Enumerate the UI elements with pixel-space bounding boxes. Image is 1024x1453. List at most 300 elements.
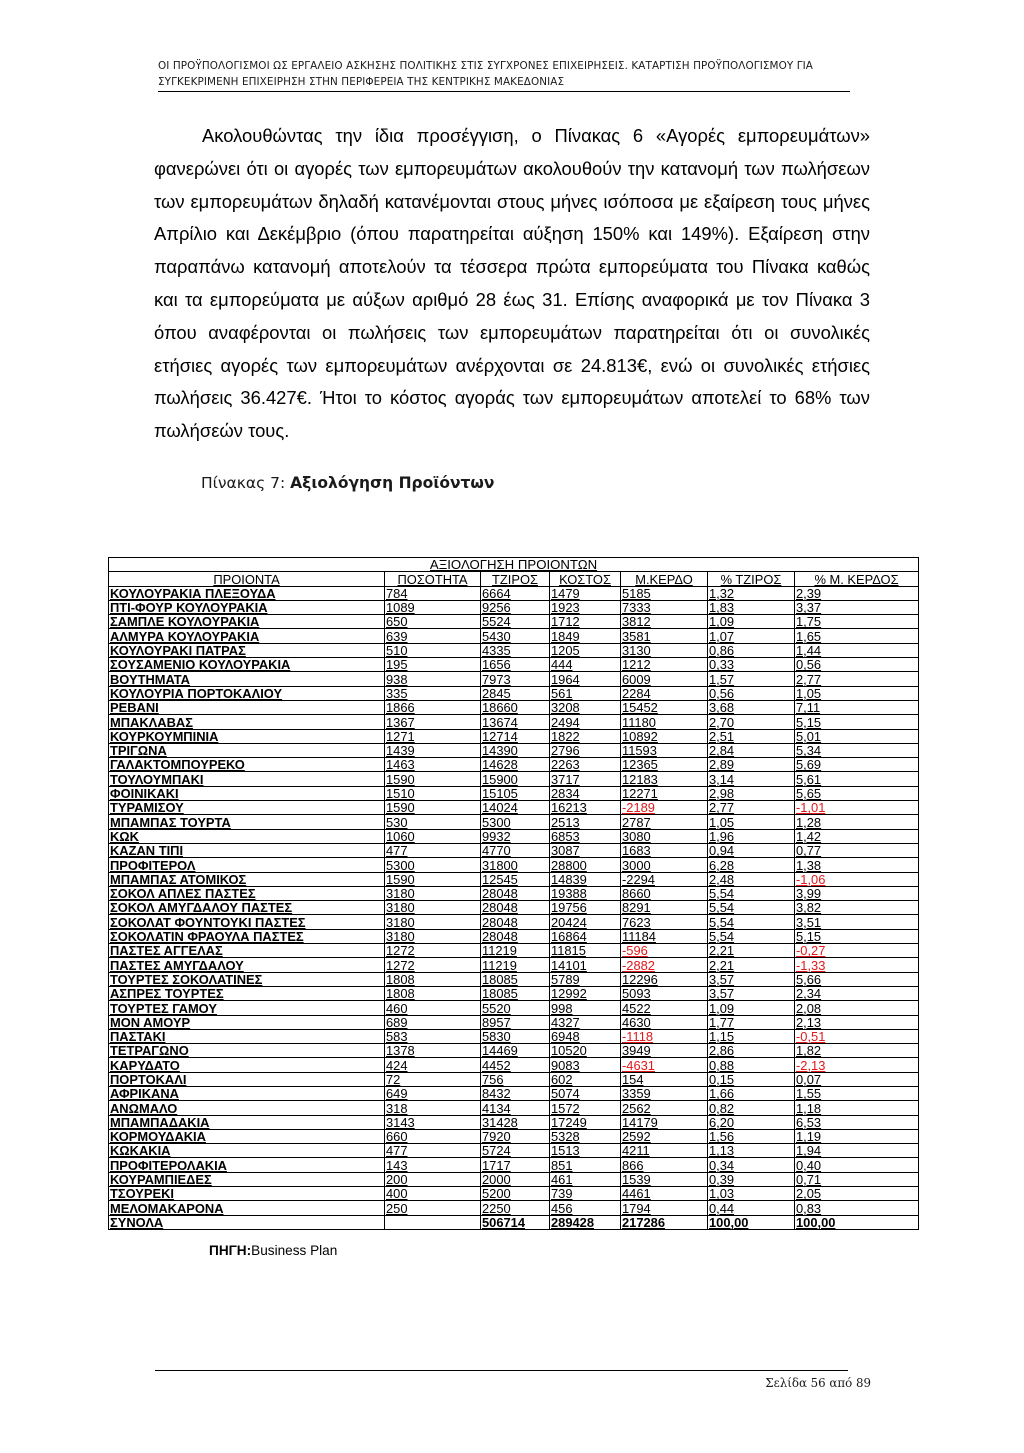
- column-header: % ΤΖΙΡΟΣ: [708, 572, 795, 586]
- product-name-cell: ΚΟΡΜΟΥΔΑΚΙΑ: [109, 1129, 385, 1143]
- value-cell: 998: [550, 1001, 621, 1015]
- table-row: [109, 1115, 919, 1129]
- value-cell: 0,40: [795, 1158, 919, 1172]
- value-cell: 5093: [621, 986, 708, 1000]
- column-header: % Μ. ΚΕΡΔΟΣ: [795, 572, 919, 586]
- value-cell: 1,77: [708, 1015, 795, 1029]
- value-cell: 195: [385, 658, 481, 672]
- column-header: Μ.ΚΕΡΔΟ: [621, 572, 708, 586]
- value-cell: 477: [385, 1144, 481, 1158]
- value-cell: 1,28: [795, 815, 919, 829]
- value-cell: 1,44: [795, 643, 919, 657]
- totals-value-cell: 506714: [481, 1215, 550, 1229]
- value-cell: 7623: [621, 915, 708, 929]
- value-cell: 4134: [481, 1101, 550, 1115]
- value-cell: 12992: [550, 986, 621, 1000]
- value-cell: 1,03: [708, 1187, 795, 1201]
- value-cell: 14469: [481, 1044, 550, 1058]
- value-cell: 938: [385, 672, 481, 686]
- product-name-cell: ΣΑΜΠΛΕ ΚΟΥΛΟΥΡΑΚΙΑ: [109, 615, 385, 629]
- value-cell: 5724: [481, 1144, 550, 1158]
- value-cell: 1089: [385, 600, 481, 614]
- totals-value-cell: 289428: [550, 1215, 621, 1229]
- value-cell: 1866: [385, 700, 481, 714]
- value-cell: 1808: [385, 986, 481, 1000]
- value-cell: 2,39: [795, 586, 919, 600]
- table-row: [109, 815, 919, 829]
- value-cell: 8660: [621, 886, 708, 900]
- value-cell: 510: [385, 643, 481, 657]
- value-cell: 11184: [621, 929, 708, 943]
- value-cell: 530: [385, 815, 481, 829]
- value-cell: 5,54: [708, 929, 795, 943]
- value-cell: 3143: [385, 1115, 481, 1129]
- table-row: [109, 1172, 919, 1186]
- table-row: [109, 700, 919, 714]
- value-cell: 5430: [481, 629, 550, 643]
- value-cell: 5,54: [708, 886, 795, 900]
- product-name-cell: ΑΛΜΥΡΑ ΚΟΥΛΟΥΡΑΚΙΑ: [109, 629, 385, 643]
- value-cell: 20424: [550, 915, 621, 929]
- table-row: [109, 1072, 919, 1086]
- value-cell: 11815: [550, 944, 621, 958]
- value-cell: -2,13: [795, 1058, 919, 1072]
- table-row: [109, 686, 919, 700]
- value-cell: 7333: [621, 600, 708, 614]
- value-cell: 583: [385, 1029, 481, 1043]
- value-cell: 14024: [481, 801, 550, 815]
- product-name-cell: ΑΦΡΙΚΑΝΑ: [109, 1086, 385, 1100]
- value-cell: 2,05: [795, 1187, 919, 1201]
- value-cell: 12271: [621, 786, 708, 800]
- value-cell: 154: [621, 1072, 708, 1086]
- source-label: ΠΗΓΗ:: [209, 1243, 252, 1258]
- value-cell: 5185: [621, 586, 708, 600]
- value-cell: 602: [550, 1072, 621, 1086]
- value-cell: 1,82: [795, 1044, 919, 1058]
- value-cell: 1,15: [708, 1029, 795, 1043]
- value-cell: 28048: [481, 901, 550, 915]
- product-name-cell: ΚΩΚ: [109, 829, 385, 843]
- value-cell: 3180: [385, 915, 481, 929]
- value-cell: 10892: [621, 729, 708, 743]
- value-cell: 756: [481, 1072, 550, 1086]
- value-cell: 2,34: [795, 986, 919, 1000]
- product-name-cell: ΜΕΛΟΜΑΚΑΡΟΝΑ: [109, 1201, 385, 1215]
- header-line-2: ΣΥΓΚΕΚΡΙΜΕΝΗ ΕΠΙΧΕΙΡΗΣΗ ΣΤΗΝ ΠΕΡΙΦΕΡΕΙΑ ΤΗΣ ΚΕΝΤΡΙΚΗΣ ΜΑΚΕΔΟΝΙΑΣ: [158, 76, 565, 88]
- value-cell: 250: [385, 1201, 481, 1215]
- value-cell: -2294: [621, 872, 708, 886]
- value-cell: 1378: [385, 1044, 481, 1058]
- value-cell: 5074: [550, 1086, 621, 1100]
- value-cell: 0,71: [795, 1172, 919, 1186]
- product-name-cell: ΤΥΡΑΜΙΣΟΥ: [109, 801, 385, 815]
- value-cell: -2882: [621, 958, 708, 972]
- table-row: [109, 986, 919, 1000]
- value-cell: 4327: [550, 1015, 621, 1029]
- value-cell: 1572: [550, 1101, 621, 1115]
- footer-divider: [155, 1370, 848, 1371]
- value-cell: 2,13: [795, 1015, 919, 1029]
- table-row: [109, 743, 919, 757]
- value-cell: 1,05: [708, 815, 795, 829]
- table-row: [109, 872, 919, 886]
- value-cell: 72: [385, 1072, 481, 1086]
- table-row: [109, 886, 919, 900]
- value-cell: 335: [385, 686, 481, 700]
- product-name-cell: ΤΟΥΛΟΥΜΠΑΚΙ: [109, 772, 385, 786]
- value-cell: -1118: [621, 1029, 708, 1043]
- value-cell: 9083: [550, 1058, 621, 1072]
- product-evaluation-table: [108, 557, 919, 1230]
- value-cell: 5,54: [708, 915, 795, 929]
- value-cell: 2,89: [708, 758, 795, 772]
- product-name-cell: ΑΝΩΜΑΛΟ: [109, 1101, 385, 1115]
- value-cell: 1,66: [708, 1086, 795, 1100]
- value-cell: 2787: [621, 815, 708, 829]
- product-name-cell: ΤΣΟΥΡΕΚΙ: [109, 1187, 385, 1201]
- value-cell: 6,28: [708, 858, 795, 872]
- value-cell: 1539: [621, 1172, 708, 1186]
- value-cell: 1849: [550, 629, 621, 643]
- product-name-cell: ΚΟΥΡΑΜΠΙΕΔΕΣ: [109, 1172, 385, 1186]
- value-cell: 31428: [481, 1115, 550, 1129]
- value-cell: 11219: [481, 958, 550, 972]
- table-row: [109, 772, 919, 786]
- value-cell: 1,56: [708, 1129, 795, 1143]
- value-cell: 4211: [621, 1144, 708, 1158]
- value-cell: 2,08: [795, 1001, 919, 1015]
- value-cell: 1,13: [708, 1144, 795, 1158]
- value-cell: 10520: [550, 1044, 621, 1058]
- value-cell: 31800: [481, 858, 550, 872]
- value-cell: 1463: [385, 758, 481, 772]
- value-cell: 0,77: [795, 843, 919, 857]
- table-row: [109, 858, 919, 872]
- value-cell: 4461: [621, 1187, 708, 1201]
- value-cell: 5,15: [795, 929, 919, 943]
- value-cell: 5520: [481, 1001, 550, 1015]
- value-cell: -2189: [621, 801, 708, 815]
- value-cell: 1808: [385, 972, 481, 986]
- value-cell: 1367: [385, 715, 481, 729]
- value-cell: 461: [550, 1172, 621, 1186]
- product-name-cell: ΚΟΥΛΟΥΡΑΚΙΑ ΠΛΕΞΟΥΔΑ: [109, 586, 385, 600]
- value-cell: 28800: [550, 858, 621, 872]
- value-cell: 12545: [481, 872, 550, 886]
- value-cell: 2,70: [708, 715, 795, 729]
- value-cell: 1,32: [708, 586, 795, 600]
- value-cell: 3130: [621, 643, 708, 657]
- value-cell: 1794: [621, 1201, 708, 1215]
- value-cell: 0,33: [708, 658, 795, 672]
- value-cell: 456: [550, 1201, 621, 1215]
- value-cell: 0,15: [708, 1072, 795, 1086]
- value-cell: -0,27: [795, 944, 919, 958]
- value-cell: 7973: [481, 672, 550, 686]
- table-row: [109, 915, 919, 929]
- value-cell: 5200: [481, 1187, 550, 1201]
- value-cell: 11180: [621, 715, 708, 729]
- table-row: [109, 1187, 919, 1201]
- value-cell: 28048: [481, 929, 550, 943]
- product-name-cell: ΣΟΚΟΛΑΤΙΝ ΦΡΑΟΥΛΑ ΠΑΣΤΕΣ: [109, 929, 385, 943]
- table-row: [109, 972, 919, 986]
- value-cell: 0,94: [708, 843, 795, 857]
- value-cell: 16213: [550, 801, 621, 815]
- value-cell: -1,33: [795, 958, 919, 972]
- value-cell: 0,83: [795, 1201, 919, 1215]
- value-cell: 1272: [385, 944, 481, 958]
- value-cell: 8957: [481, 1015, 550, 1029]
- table-row: [109, 1015, 919, 1029]
- value-cell: 12296: [621, 972, 708, 986]
- value-cell: 866: [621, 1158, 708, 1172]
- value-cell: 17249: [550, 1115, 621, 1129]
- value-cell: 5300: [385, 858, 481, 872]
- value-cell: 400: [385, 1187, 481, 1201]
- caption-title: Αξιολόγηση Προϊόντων: [290, 474, 495, 492]
- value-cell: 0,86: [708, 643, 795, 657]
- product-name-cell: ΠΡΟΦΙΤΕΡΟΛ: [109, 858, 385, 872]
- value-cell: 5,15: [795, 715, 919, 729]
- value-cell: 3581: [621, 629, 708, 643]
- product-name-cell: ΠΑΣΤΕΣ ΑΓΓΕΛΑΣ: [109, 944, 385, 958]
- value-cell: 1,18: [795, 1101, 919, 1115]
- value-cell: 4522: [621, 1001, 708, 1015]
- value-cell: 1,42: [795, 829, 919, 843]
- table-caption: [201, 474, 494, 492]
- value-cell: 2,98: [708, 786, 795, 800]
- value-cell: 12183: [621, 772, 708, 786]
- value-cell: 16864: [550, 929, 621, 943]
- product-name-cell: ΡΕΒΑΝΙ: [109, 700, 385, 714]
- table-title: ΑΞΙΟΛΟΓΗΣΗ ΠΡΟΙΟΝΤΩΝ: [109, 558, 919, 572]
- table-row: [109, 715, 919, 729]
- table-row: [109, 586, 919, 600]
- value-cell: 1205: [550, 643, 621, 657]
- value-cell: 1590: [385, 872, 481, 886]
- value-cell: -4631: [621, 1058, 708, 1072]
- product-name-cell: ΚΑΖΑΝ ΤΙΠΙ: [109, 843, 385, 857]
- value-cell: 3180: [385, 886, 481, 900]
- header-line-1: ΟΙ ΠΡΟΫΠΟΛΟΓΙΣΜΟΙ ΩΣ ΕΡΓΑΛΕΙΟ ΑΣΚΗΣΗΣ ΠΟΛΙΤΙΚΗΣ ΣΤΙΣ ΣΥΓΧΡΟΝΕΣ ΕΠΙΧΕΙΡΗΣΕΙΣ. ΚΑΤΑΡΤΙΣΗ ΠΡΟΫΠΟΛΟΓΙΣΜΟΥ ΓΙΑ: [158, 60, 813, 72]
- value-cell: 3949: [621, 1044, 708, 1058]
- table-row: [109, 1144, 919, 1158]
- totals-value-cell: 217286: [621, 1215, 708, 1229]
- value-cell: 13674: [481, 715, 550, 729]
- table-row: [109, 1058, 919, 1072]
- value-cell: 4630: [621, 1015, 708, 1029]
- product-name-cell: ΚΟΥΛΟΥΡΙΑ ΠΟΡΤΟΚΑΛΙΟΥ: [109, 686, 385, 700]
- product-name-cell: ΜΠΑΜΠΑΣ ΤΟΥΡΤΑ: [109, 815, 385, 829]
- value-cell: 15452: [621, 700, 708, 714]
- value-cell: 1683: [621, 843, 708, 857]
- product-name-cell: ΣΟΚΟΛ ΑΠΛΕΣ ΠΑΣΤΕΣ: [109, 886, 385, 900]
- value-cell: 649: [385, 1086, 481, 1100]
- product-name-cell: ΒΟΥΤΗΜΑΤΑ: [109, 672, 385, 686]
- value-cell: 5,66: [795, 972, 919, 986]
- table-row: [109, 901, 919, 915]
- product-name-cell: ΑΣΠΡΕΣ ΤΟΥΡΤΕΣ: [109, 986, 385, 1000]
- product-name-cell: ΜΠΑΜΠΑΔΑΚΙΑ: [109, 1115, 385, 1129]
- value-cell: 3,99: [795, 886, 919, 900]
- value-cell: 2,86: [708, 1044, 795, 1058]
- column-header: ΠΡΟΙΟΝΤΑ: [109, 572, 385, 586]
- caption-prefix: Πίνακας 7:: [201, 474, 291, 492]
- value-cell: 2284: [621, 686, 708, 700]
- table-row: [109, 1129, 919, 1143]
- value-cell: 1,83: [708, 600, 795, 614]
- value-cell: 3180: [385, 901, 481, 915]
- value-cell: 5789: [550, 972, 621, 986]
- value-cell: 1964: [550, 672, 621, 686]
- value-cell: 12714: [481, 729, 550, 743]
- value-cell: 28048: [481, 915, 550, 929]
- value-cell: 689: [385, 1015, 481, 1029]
- value-cell: 739: [550, 1187, 621, 1201]
- value-cell: 3359: [621, 1086, 708, 1100]
- value-cell: 0,56: [795, 658, 919, 672]
- product-name-cell: ΠΡΟΦΙΤΕΡΟΛΑΚΙΑ: [109, 1158, 385, 1172]
- value-cell: 3,82: [795, 901, 919, 915]
- table-row: [109, 672, 919, 686]
- value-cell: 2,48: [708, 872, 795, 886]
- value-cell: 0,88: [708, 1058, 795, 1072]
- value-cell: 12365: [621, 758, 708, 772]
- value-cell: 3,14: [708, 772, 795, 786]
- value-cell: 5830: [481, 1029, 550, 1043]
- product-name-cell: ΜΟΝ ΑΜΟΥΡ: [109, 1015, 385, 1029]
- table-row: [109, 643, 919, 657]
- table-row: [109, 658, 919, 672]
- value-cell: -1,06: [795, 872, 919, 886]
- value-cell: 28048: [481, 886, 550, 900]
- value-cell: 1,19: [795, 1129, 919, 1143]
- value-cell: 2845: [481, 686, 550, 700]
- value-cell: 6,20: [708, 1115, 795, 1129]
- product-name-cell: ΦΟΙΝΙΚΑΚΙ: [109, 786, 385, 800]
- value-cell: 6664: [481, 586, 550, 600]
- value-cell: 0,44: [708, 1201, 795, 1215]
- value-cell: 1712: [550, 615, 621, 629]
- value-cell: 1590: [385, 772, 481, 786]
- value-cell: 2562: [621, 1101, 708, 1115]
- value-cell: 1271: [385, 729, 481, 743]
- value-cell: 477: [385, 843, 481, 857]
- table-row: [109, 629, 919, 643]
- totals-row: [109, 1215, 919, 1229]
- value-cell: 1,94: [795, 1144, 919, 1158]
- value-cell: 2592: [621, 1129, 708, 1143]
- product-name-cell: ΣΟΚΟΛ ΑΜΥΓΔΑΛΟΥ ΠΑΣΤΕΣ: [109, 901, 385, 915]
- value-cell: 1,57: [708, 672, 795, 686]
- table-row: [109, 944, 919, 958]
- table-row: [109, 615, 919, 629]
- table-row: [109, 929, 919, 943]
- value-cell: 7,11: [795, 700, 919, 714]
- product-name-cell: ΤΟΥΡΤΕΣ ΓΑΜΟΥ: [109, 1001, 385, 1015]
- table-source: [209, 1243, 337, 1258]
- value-cell: 650: [385, 615, 481, 629]
- value-cell: 15105: [481, 786, 550, 800]
- value-cell: 3208: [550, 700, 621, 714]
- value-cell: 3,57: [708, 972, 795, 986]
- value-cell: 14628: [481, 758, 550, 772]
- value-cell: 3000: [621, 858, 708, 872]
- value-cell: 18085: [481, 986, 550, 1000]
- value-cell: 2,21: [708, 958, 795, 972]
- value-cell: 1,75: [795, 615, 919, 629]
- value-cell: 1513: [550, 1144, 621, 1158]
- value-cell: 4335: [481, 643, 550, 657]
- table-header-row: [109, 572, 919, 586]
- totals-label-cell: ΣΥΝΟΛΑ: [109, 1215, 385, 1229]
- value-cell: 1,65: [795, 629, 919, 643]
- value-cell: 1212: [621, 658, 708, 672]
- value-cell: 784: [385, 586, 481, 600]
- value-cell: 444: [550, 658, 621, 672]
- value-cell: 318: [385, 1101, 481, 1115]
- table-title-row: [109, 558, 919, 572]
- value-cell: 2796: [550, 743, 621, 757]
- value-cell: 561: [550, 686, 621, 700]
- value-cell: 5300: [481, 815, 550, 829]
- value-cell: 424: [385, 1058, 481, 1072]
- page-number: Σελίδα 56 από 89: [765, 1376, 871, 1390]
- value-cell: 3812: [621, 615, 708, 629]
- value-cell: 1,07: [708, 629, 795, 643]
- product-name-cell: ΣΟΚΟΛΑΤ ΦΟΥΝΤΟΥΚΙ ΠΑΣΤΕΣ: [109, 915, 385, 929]
- product-name-cell: ΠΤΙ-ΦΟΥΡ ΚΟΥΛΟΥΡΑΚΙΑ: [109, 600, 385, 614]
- value-cell: 1439: [385, 743, 481, 757]
- value-cell: 3,68: [708, 700, 795, 714]
- value-cell: 0,34: [708, 1158, 795, 1172]
- column-header: ΤΖΙΡΟΣ: [481, 572, 550, 586]
- table-row: [109, 758, 919, 772]
- value-cell: 460: [385, 1001, 481, 1015]
- totals-value-cell: 100,00: [795, 1215, 919, 1229]
- table-row: [109, 1086, 919, 1100]
- value-cell: 8432: [481, 1086, 550, 1100]
- value-cell: -0,51: [795, 1029, 919, 1043]
- value-cell: 1717: [481, 1158, 550, 1172]
- product-name-cell: ΠΑΣΤΑΚΙ: [109, 1029, 385, 1043]
- value-cell: 1060: [385, 829, 481, 843]
- value-cell: 18660: [481, 700, 550, 714]
- value-cell: 0,07: [795, 1072, 919, 1086]
- value-cell: 0,39: [708, 1172, 795, 1186]
- value-cell: 7920: [481, 1129, 550, 1143]
- value-cell: 851: [550, 1158, 621, 1172]
- product-name-cell: ΜΠΑΜΠΑΣ ΑΤΟΜΙΚΟΣ: [109, 872, 385, 886]
- value-cell: 3080: [621, 829, 708, 843]
- value-cell: 14179: [621, 1115, 708, 1129]
- value-cell: 0,56: [708, 686, 795, 700]
- product-name-cell: ΤΟΥΡΤΕΣ ΣΟΚΟΛΑΤΙΝΕΣ: [109, 972, 385, 986]
- value-cell: 5,65: [795, 786, 919, 800]
- value-cell: 1,96: [708, 829, 795, 843]
- value-cell: -596: [621, 944, 708, 958]
- table-row: [109, 1029, 919, 1043]
- value-cell: 1656: [481, 658, 550, 672]
- value-cell: 3180: [385, 929, 481, 943]
- table-row: [109, 600, 919, 614]
- value-cell: 4452: [481, 1058, 550, 1072]
- column-header: ΚΟΣΤΟΣ: [550, 572, 621, 586]
- value-cell: 18085: [481, 972, 550, 986]
- value-cell: 143: [385, 1158, 481, 1172]
